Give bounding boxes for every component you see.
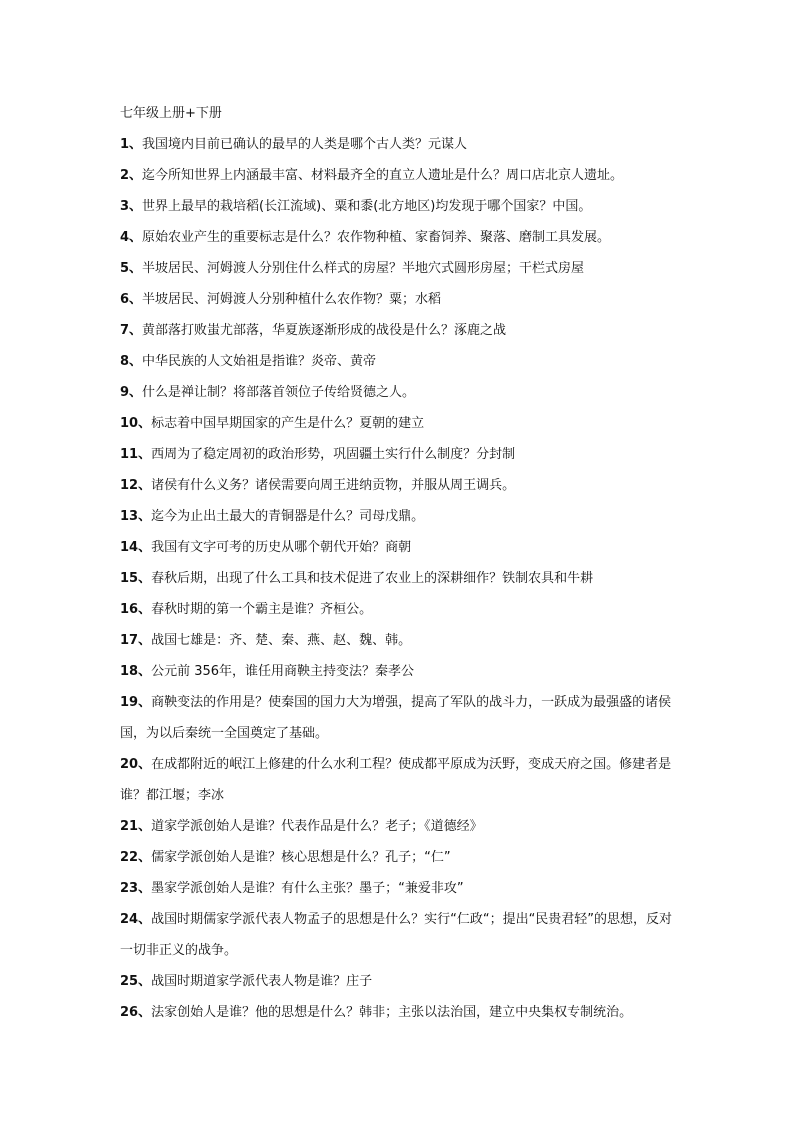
item-number: 6、 (120, 292, 143, 307)
item-text: 法家创始人是谁？他的思想是什么？韩非；主张以法治国，建立中央集权专制统治。 (151, 1005, 633, 1020)
item-text: 墨家学派创始人是谁？有什么主张？墨子；“兼爱非攻” (151, 881, 464, 896)
item-number: 26、 (120, 1005, 152, 1020)
item-number: 16、 (120, 602, 152, 617)
list-item (120, 377, 680, 408)
list-item (120, 532, 680, 563)
item-number: 24、 (120, 912, 152, 927)
item-text: 原始农业产生的重要标志是什么？农作物种植、家畜饲养、聚落、磨制工具发展。 (142, 230, 611, 245)
item-text: 我国有文字可考的历史从哪个朝代开始？商朝 (151, 540, 412, 555)
item-number: 18、 (120, 664, 152, 679)
list-item (120, 253, 680, 284)
item-number: 8、 (120, 354, 143, 369)
list-item (120, 594, 680, 625)
item-text: 儒家学派创始人是谁？核心思想是什么？孔子；“仁” (151, 850, 451, 865)
list-item (120, 129, 680, 160)
item-number: 25、 (120, 974, 152, 989)
item-text: 标志着中国早期国家的产生是什么？夏朝的建立 (151, 416, 425, 431)
item-text: 中华民族的人文始祖是指谁？炎帝、黄帝 (142, 354, 377, 369)
list-item (120, 873, 680, 904)
item-number: 7、 (120, 323, 143, 338)
document-page (120, 98, 680, 1028)
item-text: 战国时期道家学派代表人物是谁？庄子 (151, 974, 373, 989)
item-number: 4、 (120, 230, 143, 245)
item-text: 道家学派创始人是谁？代表作品是什么？老子；《道德经》 (151, 819, 483, 834)
item-number: 10、 (120, 416, 152, 431)
list-item (120, 408, 680, 439)
list-item (120, 439, 680, 470)
item-number: 13、 (120, 509, 152, 524)
list-item (120, 997, 680, 1028)
list-item (120, 284, 680, 315)
item-text: 在成都附近的岷江上修建的什么水利工程？使成都平原成为沃野，变成天府之国。修建者是谁？都江堰；李冰 (120, 757, 672, 803)
item-number: 20、 (120, 757, 152, 772)
item-text: 春秋后期，出现了什么工具和技术促进了农业上的深耕细作？铁制农具和牛耕 (151, 571, 594, 586)
item-text: 公元前 356年，谁任用商鞅主持变法？秦孝公 (151, 664, 415, 679)
list-item (120, 470, 680, 501)
item-text: 春秋时期的第一个霸主是谁？齐桓公。 (151, 602, 373, 617)
list-item (120, 315, 680, 346)
item-text: 战国时期儒家学派代表人物孟子的思想是什么？实行“仁政“；提出“民贵君轻”的思想，反对一切非正义的战争。 (120, 912, 673, 958)
item-number: 12、 (120, 478, 152, 493)
item-number: 14、 (120, 540, 152, 555)
list-item (120, 191, 680, 222)
item-number: 17、 (120, 633, 152, 648)
list-item (120, 160, 680, 191)
list-item (120, 501, 680, 532)
document-heading: 七年级上册+下册 (120, 106, 222, 121)
item-number: 22、 (120, 850, 152, 865)
item-text: 商鞅变法的作用是？使秦国的国力大为增强，提高了军队的战斗力，一跃成为最强盛的诸侯国，为以后秦统一全国奠定了基础。 (120, 695, 672, 741)
list-item (120, 346, 680, 377)
item-number: 1、 (120, 137, 143, 152)
item-text: 迄今为止出土最大的青铜器是什么？司母戊鼎。 (151, 509, 425, 524)
list-item (120, 656, 680, 687)
list-item (120, 842, 680, 873)
item-text: 半坡居民、河姆渡人分别种植什么农作物？粟；水稻 (142, 292, 442, 307)
item-number: 21、 (120, 819, 152, 834)
item-text: 半坡居民、河姆渡人分别住什么样式的房屋？半地穴式圆形房屋；干栏式房屋 (142, 261, 585, 276)
item-number: 19、 (120, 695, 152, 710)
item-number: 11、 (120, 447, 152, 462)
item-text: 战国七雄是：齐、楚、秦、燕、赵、魏、韩。 (151, 633, 412, 648)
list-item (120, 811, 680, 842)
list-item (120, 966, 680, 997)
item-number: 15、 (120, 571, 152, 586)
item-text: 我国境内目前已确认的最早的人类是哪个古人类？元谋人 (142, 137, 468, 152)
item-text: 迄今所知世界上内涵最丰富、材料最齐全的直立人遗址是什么？周口店北京人遗址。 (142, 168, 624, 183)
list-item (120, 749, 680, 811)
list-item (120, 563, 680, 594)
item-number: 3、 (120, 199, 143, 214)
item-text: 世界上最早的栽培稻(长江流域)、粟和黍(北方地区)均发现于哪个国家？中国。 (142, 199, 592, 214)
item-number: 23、 (120, 881, 152, 896)
item-text: 黄部落打败蚩尤部落，华夏族逐渐形成的战役是什么？涿鹿之战 (142, 323, 507, 338)
list-item (120, 904, 680, 966)
list-item (120, 687, 680, 749)
question-list (120, 129, 680, 1028)
item-text: 西周为了稳定周初的政治形势，巩固疆土实行什么制度？分封制 (151, 447, 516, 462)
item-number: 5、 (120, 261, 143, 276)
item-number: 2、 (120, 168, 143, 183)
list-item (120, 625, 680, 656)
item-text: 诸侯有什么义务？诸侯需要向周王进纳贡物，并服从周王调兵。 (151, 478, 516, 493)
item-text: 什么是禅让制？将部落首领位子传给贤德之人。 (142, 385, 416, 400)
list-item (120, 222, 680, 253)
item-number: 9、 (120, 385, 143, 400)
